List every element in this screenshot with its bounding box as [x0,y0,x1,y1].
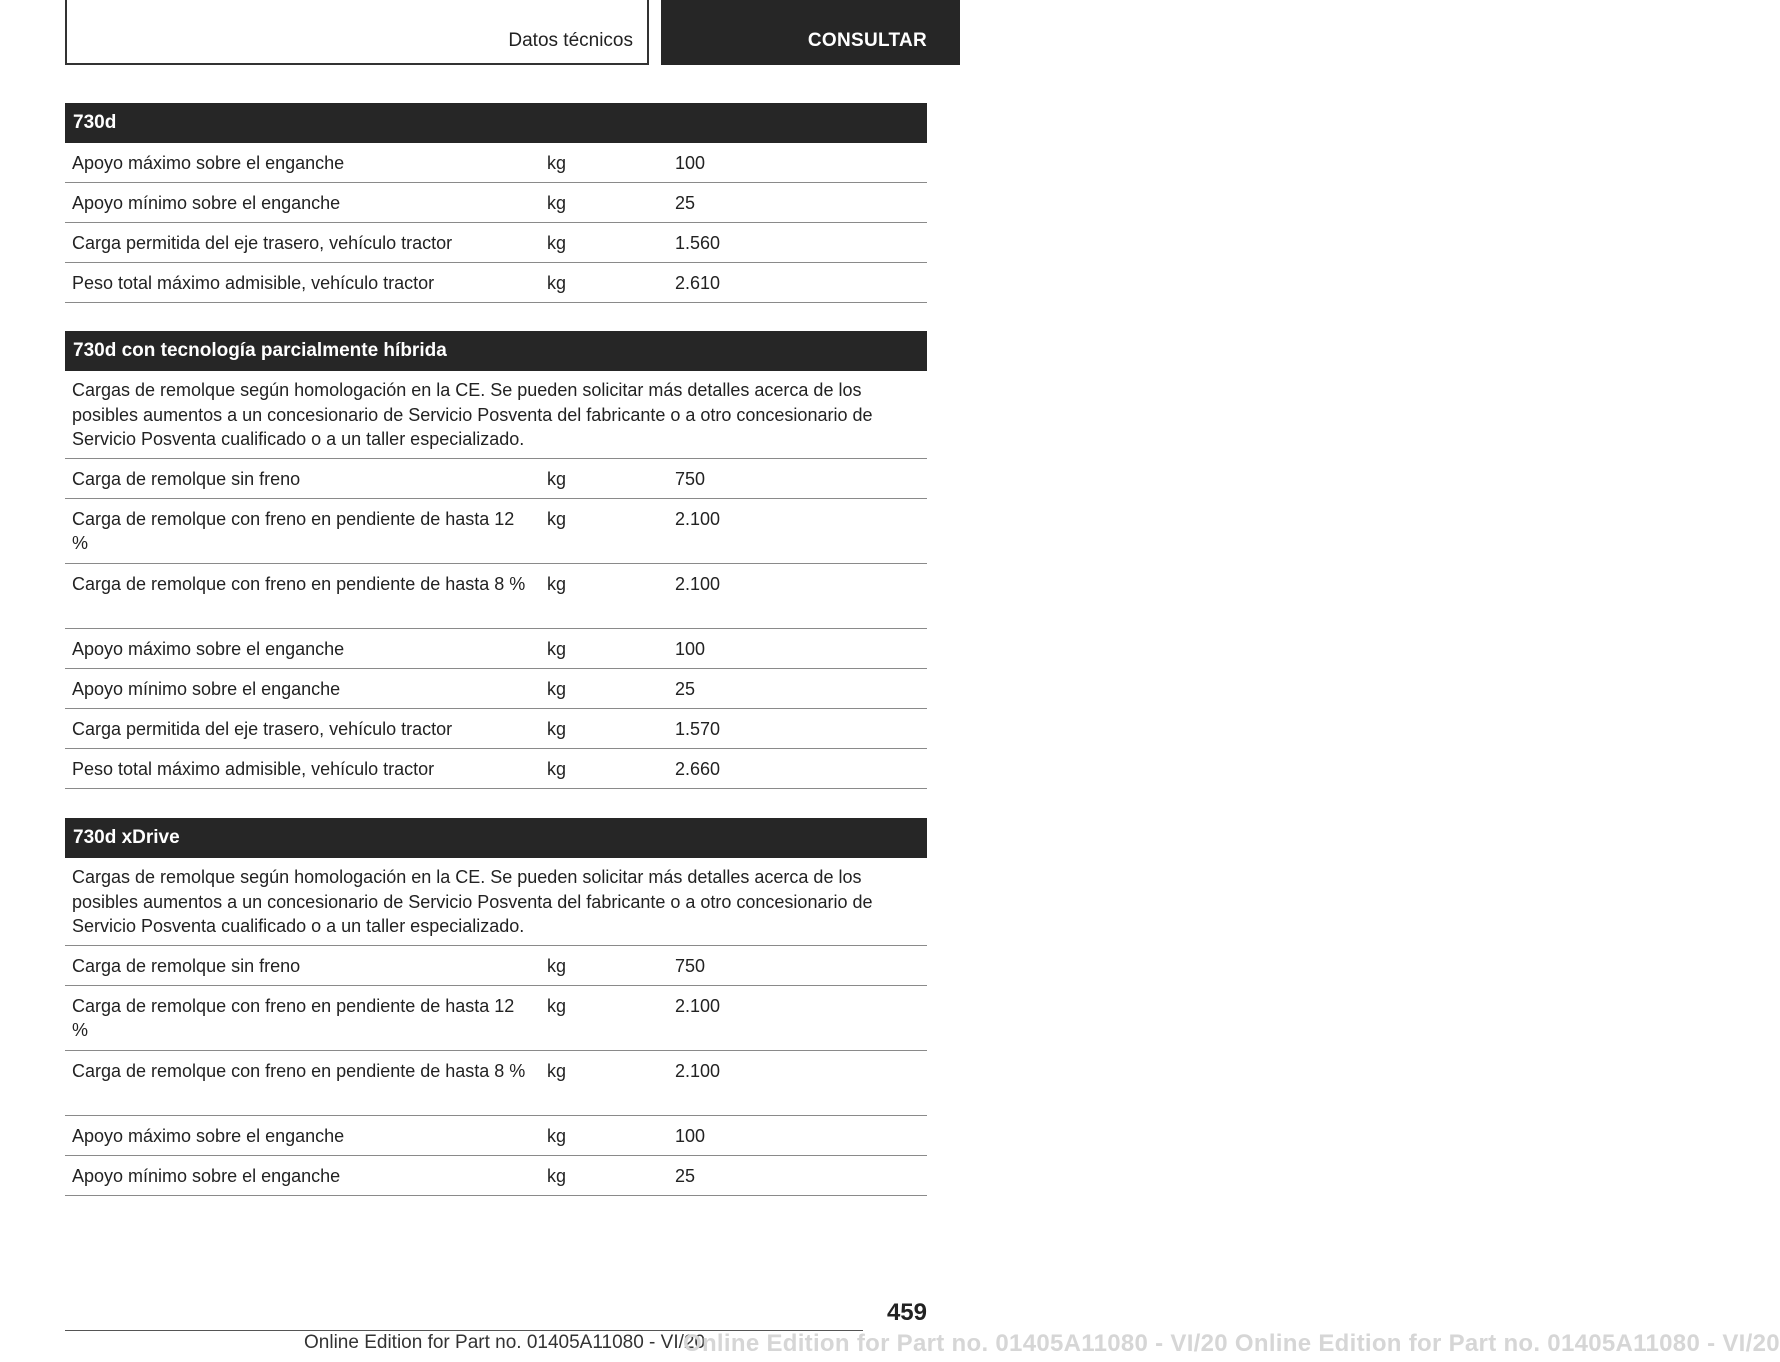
row-label: Carga de remolque sin freno [72,468,301,489]
table-row [65,499,927,564]
row-label: Carga de remolque con freno en pendiente de hasta 12 % [72,508,515,553]
footer-edition-text: Online Edition for Part no. 01405A11080 - VI/20 [304,1332,706,1353]
header-tab-label: CONSULTAR [807,30,927,51]
section-title: 730d [65,103,927,143]
row-unit: kg [547,678,567,699]
header-tab-consultar[interactable] [661,0,960,65]
spec-table-730d-xdrive [65,818,927,1196]
spec-table-730d-mild-hybrid [65,331,927,789]
table-row [65,183,927,223]
row-value: 1.570 [675,718,721,739]
header-section-title: Datos técnicos [508,30,633,51]
row-unit: kg [547,1125,567,1146]
row-value: 25 [675,1165,696,1186]
section-title: 730d xDrive [65,818,927,858]
row-value: 750 [675,955,706,976]
row-label: Peso total máximo admisible, vehículo tractor [72,758,435,779]
row-label: Carga de remolque con freno en pendiente de hasta 12 % [72,995,515,1040]
row-value: 25 [675,678,696,699]
row-label: Peso total máximo admisible, vehículo tractor [72,273,435,293]
table-row [65,459,927,499]
table-row [65,669,927,709]
row-value: 25 [675,193,696,213]
row-label: Apoyo mínimo sobre el enganche [72,193,341,213]
row-unit: kg [547,153,567,173]
table-row [65,143,927,183]
header-section-box [65,0,649,65]
row-label: Carga permitida del eje trasero, vehículo tractor [72,233,453,253]
row-unit: kg [547,508,567,529]
spec-table-730d [65,103,927,303]
section-title: 730d con tecnología parcialmente híbrida [65,331,927,371]
row-unit: kg [547,995,567,1016]
row-value: 100 [675,153,706,173]
row-unit: kg [547,1165,567,1186]
row-value: 2.610 [675,273,721,293]
row-unit: kg [547,233,567,253]
page-number: 459 [886,1299,927,1326]
row-label: Carga permitida del eje trasero, vehículo tractor [72,718,453,739]
row-value: 2.100 [675,995,721,1016]
row-value: 100 [675,638,706,659]
table-row [65,1156,927,1196]
row-value: 1.560 [675,233,721,253]
row-value: 100 [675,1125,706,1146]
row-unit: kg [547,718,567,739]
row-label: Apoyo máximo sobre el enganche [72,153,345,173]
row-value: 2.660 [675,758,721,779]
row-label: Carga de remolque con freno en pendiente de hasta 8 % [72,1060,526,1081]
row-label: Apoyo mínimo sobre el enganche [72,1165,341,1186]
row-unit: kg [547,273,567,293]
table-row [65,223,927,263]
row-unit: kg [547,573,567,594]
row-unit: kg [547,758,567,779]
table-row [65,1116,927,1156]
row-label: Apoyo mínimo sobre el enganche [72,678,341,699]
row-unit: kg [547,1060,567,1081]
table-row [65,564,927,629]
table-row [65,946,927,986]
row-label: Apoyo máximo sobre el enganche [72,1125,345,1146]
table-row [65,986,927,1051]
row-unit: kg [547,638,567,659]
row-unit: kg [547,193,567,213]
row-value: 2.100 [675,508,721,529]
watermark-logo: Online Edition for Part no. 01405A11080 - VI/20 Online Edition for Part no. 01405A11080 - VI/20 [683,1330,1780,1357]
row-unit: kg [547,468,567,489]
section-intro: Cargas de remolque según homologación en la CE. Se pueden solicitar más detalles acerca de los posibles aumentos a un concesionario de Servicio Posventa del fabricante o a otro concesionario de Servicio Posventa cualificado o a un taller especializado. [65,371,927,459]
row-value: 2.100 [675,1060,721,1081]
row-unit: kg [547,955,567,976]
table-row [65,749,927,789]
row-value: 2.100 [675,573,721,594]
row-label: Carga de remolque sin freno [72,955,301,976]
table-row [65,629,927,669]
row-label: Carga de remolque con freno en pendiente de hasta 8 % [72,573,526,594]
table-row [65,709,927,749]
table-row [65,1051,927,1116]
row-label: Apoyo máximo sobre el enganche [72,638,345,659]
row-value: 750 [675,468,706,489]
table-row [65,263,927,303]
section-intro: Cargas de remolque según homologación en la CE. Se pueden solicitar más detalles acerca de los posibles aumentos a un concesionario de Servicio Posventa del fabricante o a otro concesionario de Servicio Posventa cualificado o a un taller especializado. [65,858,927,946]
